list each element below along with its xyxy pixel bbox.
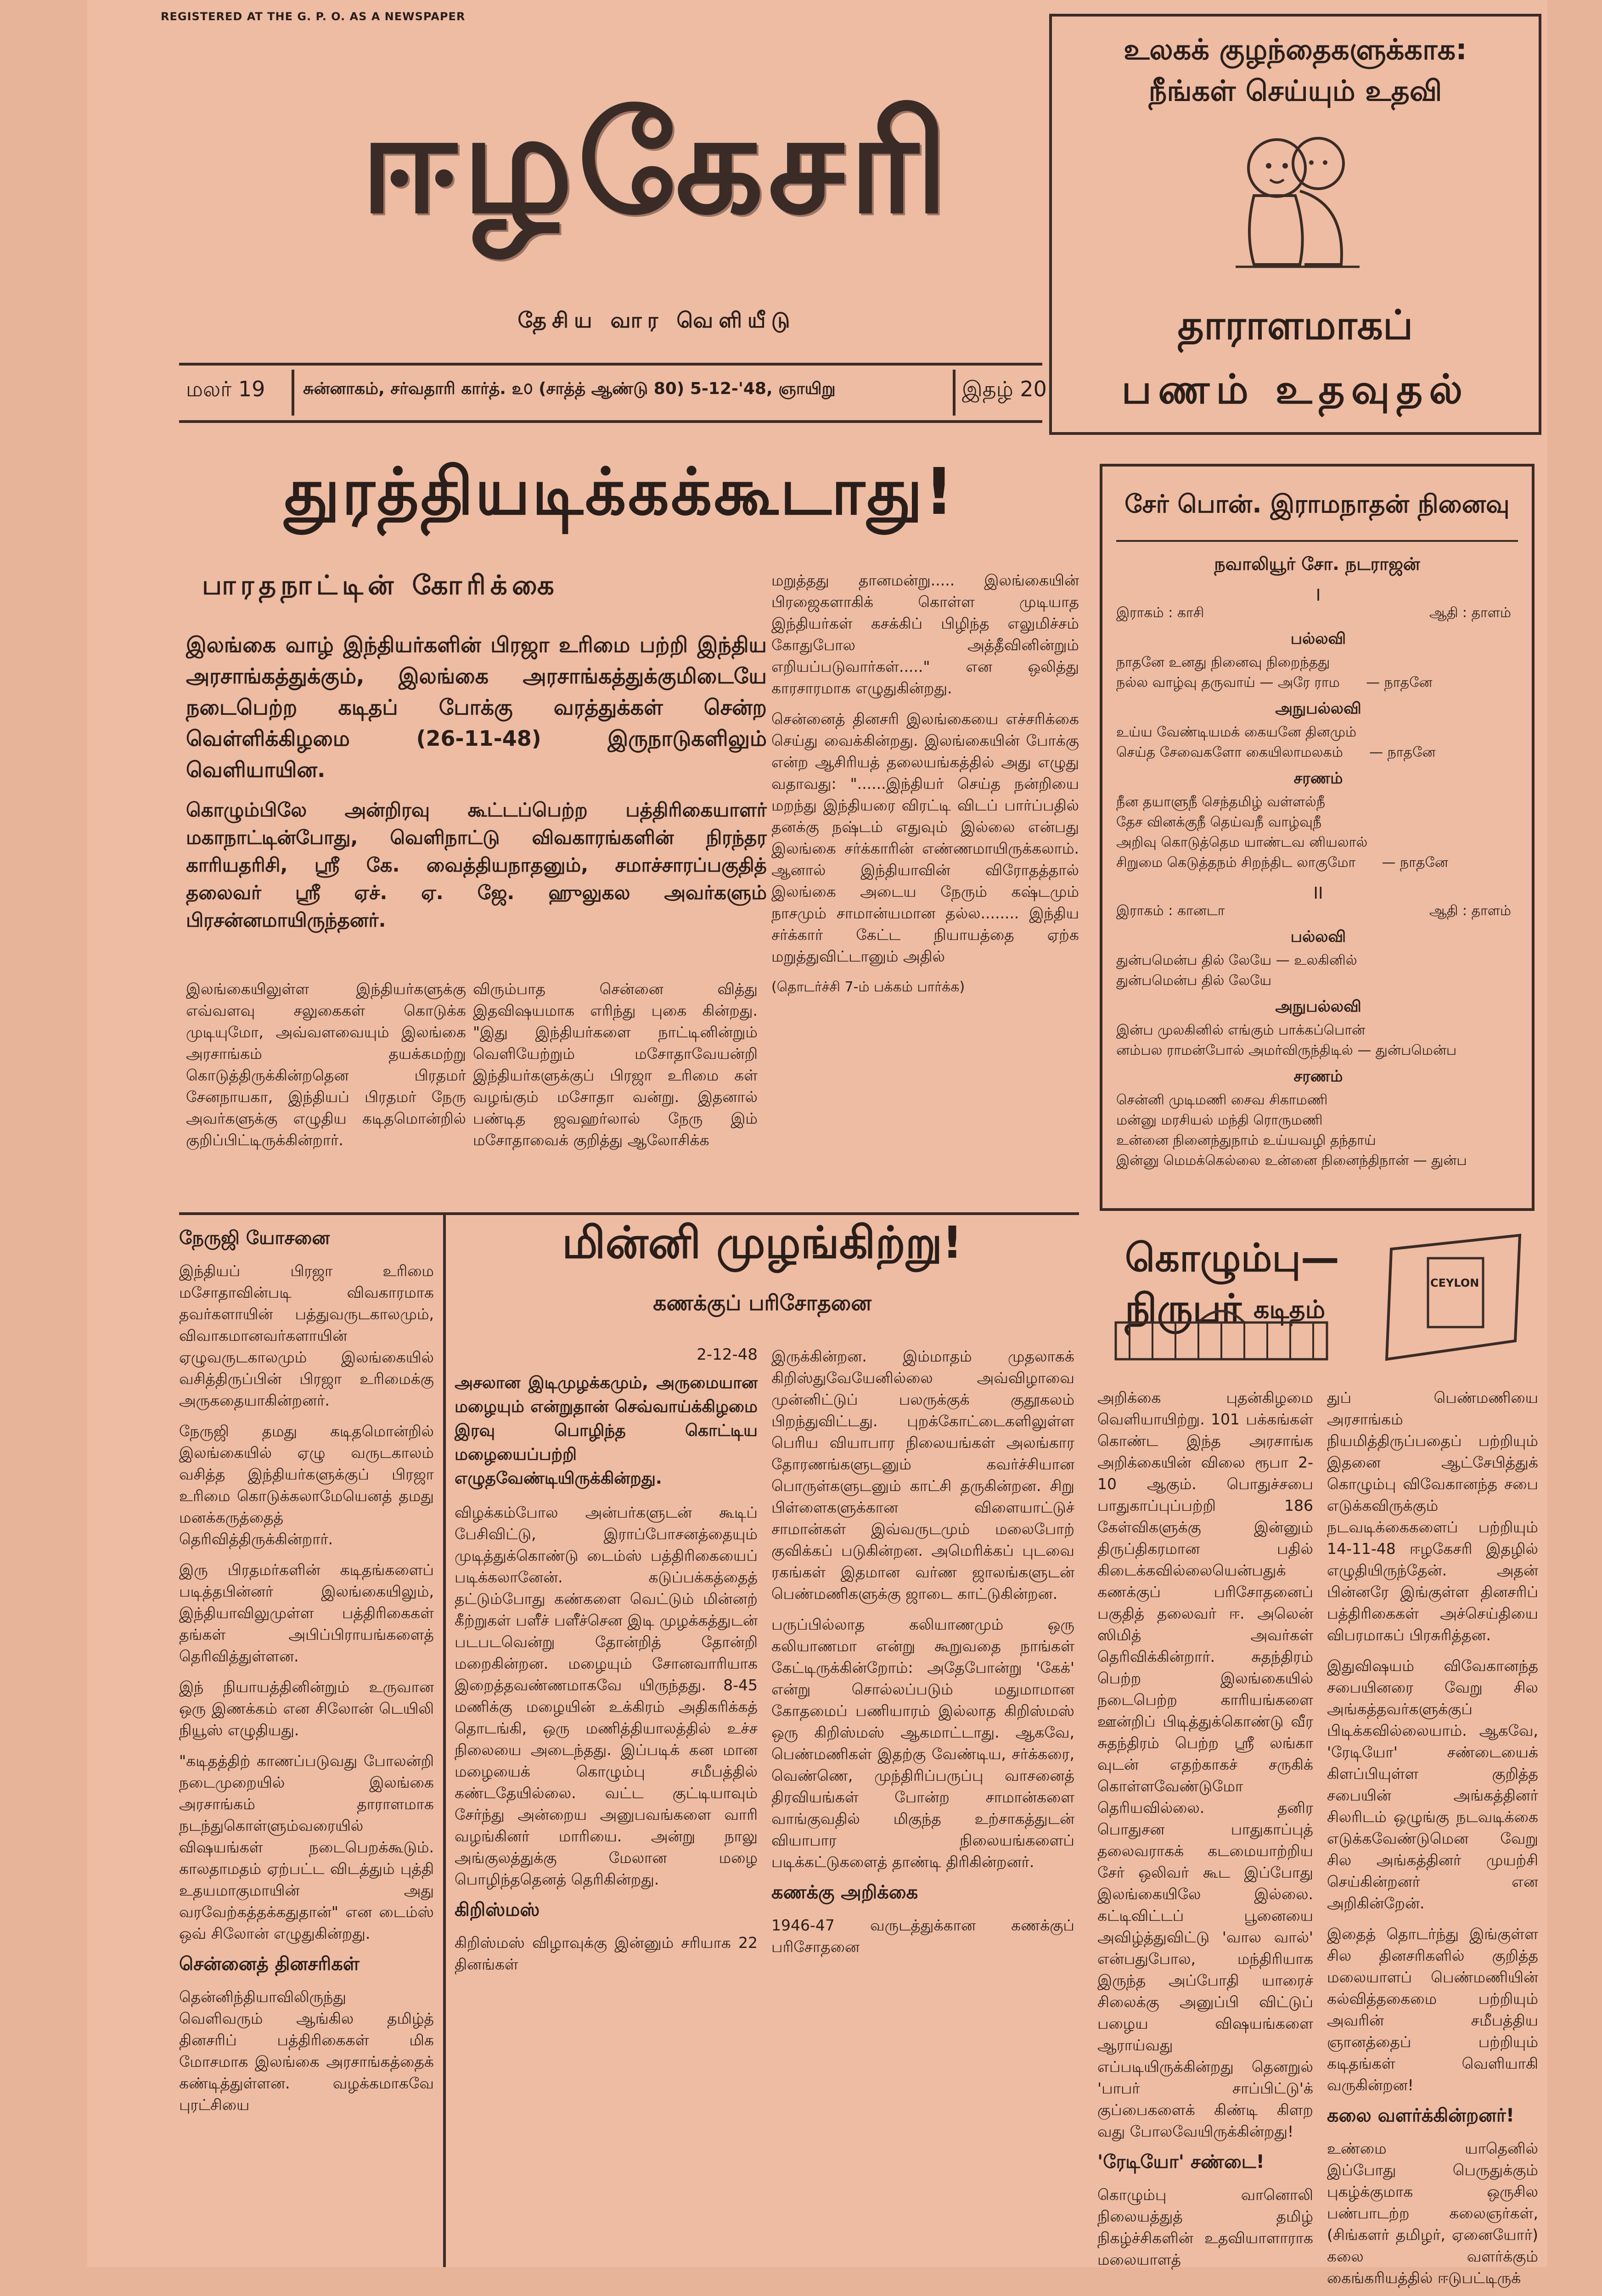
- issue-number: இதழ் 20: [962, 377, 1047, 401]
- colombo-col2-para3: இதைத் தொடர்ந்து இங்குள்ள சில தினசரிகளில் குறித்த மலையாளப் பெண்மணியின் கல்வித்தகைமை பற்றியும் அவரின் சமீபத்திய ஞானத்தைப் பற்றியும் கடிதங்கள் வெளியாகி வருகின்றன!: [1327, 1925, 1538, 2094]
- children-illustration-icon: [1226, 127, 1364, 278]
- pallavi1-heading: பல்லவி: [1290, 630, 1346, 648]
- accounts-subhead: கணக்கு அறிக்கை: [771, 1882, 918, 1903]
- lead-continuation-column: [179, 1224, 434, 2257]
- lead-col3-para1: மறுத்தது தானமன்று..... இலங்கையின் பிரஜைகளாகிக் கொள்ள முடியாத இந்தியர்கள் கசக்கிப் பிழிந்த எலுமிச்சம் கோதுபோல அத்தீவினின்றும் எறியப்படுவார்கள்....." என ஒலித்து காரசாரமாக எழுதுகின்றது.: [771, 571, 1079, 697]
- lead-headline: துரத்தியடிக்கக்கூடாது!: [284, 455, 956, 529]
- advert-line2: நீங்கள் செய்யும் உதவி: [1148, 74, 1442, 107]
- lead-col3-para2: சென்னைத் தினசரி இலங்கையை எச்சரிக்கை செய்து வைக்கின்றது. இலங்கையின் போக்கு என்ற ஆசிரியத் தலையங்கத்தில் அது எழுது வதாவது: "......இந்தியர் செய்த நன்றியை மறந்து இந்தியரை விரட்டி விடப் பார்ப்பதில் தனக்கு நஷ்டம் எதுவும் இல்லை என்பது இலங்கை சர்க்காரின் எண்ணமாயிருக்கலாம். ஆனால் இந்தியாவின் விரோதத்தால் இலங்கை அடைய நேரும் கஷ்டமும் நாசமும் சாமான்யமான தல்ல........ இந்திய சர்க்கார் கேட்ட நியாயத்தை ஏற்க மறுத்துவிட்டானும் அதில்: [771, 710, 1079, 965]
- envelope-illustration-icon: [1116, 1231, 1529, 1378]
- charanam1-heading: சரணம்: [1293, 769, 1343, 788]
- lead-intro-para1: இலங்கை வாழ் இந்தியர்களின் பிரஜா உரிமை பற்றி இந்திய அரசாங்கத்துக்கும், இலங்கை அரசாங்கத்துக்குமிடையே நடைபெற்ற கடிதப் போக்கு வரத்துக்கள் சென்ற வெள்ளிக்கிழமை (26-11-48) இருநாடுகளிலும் வெளியாயின.: [186, 632, 767, 782]
- charanam2-heading: சரணம்: [1293, 1067, 1343, 1086]
- colombo-letter-subtitle: கடிதம்: [1253, 1295, 1326, 1324]
- lead-col1-top: [186, 978, 466, 1217]
- charanam2: சென்னி முடிமணி சைவ சிகாமணி மன்னு மரசியல் மந்தி ரொருமணி உன்னை நினைந்துநாம் உய்யவழி தந்தாய் இன்னு மெமக்கெல்லை உன்னை நினைந்திநான் — துன்ப: [1116, 1092, 1467, 1169]
- song-part2: II: [1313, 884, 1323, 903]
- art-para: உண்மை யாதெனில் இப்போது பெருதுக்கும் புகழ்க்குமாக ஒருசில பண்பாடற்ற கலைஞர்கள், (சிங்களர் தமிழர், ஏனையோர்) கலை வளர்க்கும் கைங்கரியத்தில் ஈடுபட்டிருக்: [1327, 2139, 1538, 2287]
- pallavi2: துன்பமென்ப தில் லேயே — உலகினில் துன்பமென்ப தில் லேயே: [1116, 952, 1357, 989]
- lead-continued-note: (தொடர்ச்சி 7-ம் பக்கம் பார்க்க): [771, 979, 965, 995]
- lead-intro-para2: கொழும்பிலே அன்றிரவு கூட்டப்பெற்ற பத்திரிகையாளர் மகாநாட்டின்போது, வெளிநாட்டு விவகாரங்களின் நிரந்தர காரியதரிசி, ஸ்ரீ கே. வைத்தியநாதனும், சமாச்சாரப்பகுதித் தலைவர் ஸ்ரீ ஏச். ஏ. ஜே. ஹுலுகல அவர்களும் பிரசன்னமாயிருந்தனர்.: [186, 799, 767, 931]
- song-part1: I: [1315, 586, 1321, 605]
- unicef-advert: [1049, 14, 1541, 435]
- christmas-para: கிறிஸ்மஸ் விழாவுக்கு இன்னும் சரியாக 22 தினங்கள்: [455, 1934, 758, 1973]
- thunder-para2: விழக்கம்போல அன்பர்களுடன் கூடிப் பேசிவிட்டு, இராப்போசனத்தையும் முடித்துக்கொண்டு டைம்ஸ் பத்திரிகையைப் படிக்கலானேன். கடுப்பக்கத்தைத் தட்டும்போது கண்களை வெட்டும் மின்னற் கீற்றுகள் பளீச் பளீச்சென இடி முழக்கத்துடன் படபடவென்று தோன்றித் தோன்றி மறைகின்றன. மழையும் சோனவாரியாக இறைத்தவண்ணமாகவே யிருந்தது. 8-45 மணிக்கு மழையின் உக்கிரம் அதிகரிக்கத் தொடங்கி, ஒரு மணித்தியாலத்தில் உச்ச நிலையை அடைந்தது. இப்படிக் கன மான மழையைக் கொழும்பு சமீபத்தில் கண்டதேயில்லை. வட்ட குட்டியாவும் சேர்ந்து அன்றைய அனுபவங்களை வாரி வழங்கினர் மாரியை. அன்று நாலு அங்குலத்துக்கு மேலான மழை பொழிந்ததெனத் தெரிகின்றது.: [455, 1503, 758, 1888]
- colombo-col1-para1: அறிக்கை புதன்கிழமை வெளியாயிற்று. 101 பக்கங்கள் கொண்ட இந்த அரசாங்க அறிக்கையின் விலை ரூபா 2-10 ஆகும். பொதுச்சபை பாதுகாப்புப்பற்றி 186 கேள்விகளுக்கு இன்னும் திருப்திகரமான பதில் கிடைக்கவில்லையென்பதுக் கணக்குப் பரிசோதனைப் பகுதித் தலைவர் ஈ. அலென் ஸிமித் அவர்கள் தெரிவிக்கின்றார். சுதந்திரம் பெற்ற இலங்கையில் நடைபெற்ற காரியங்களை ஊன்றிப் பிடித்துக்கொண்டு வீர சுதந்திரம் பெற்ற ஸ்ரீ லங்கா வுடன் எதற்காகச் சருகிக் கொள்ளவேண்டுமோ தெரியவில்லை. தனிர பொதுசன பாதுகாப்புத் தலைவராகக் கடமையாற்றிய சேர் ஒலிவர் கூட இப்போது இலங்கையிலே இல்லை. கட்டிவிட்டப் பூனையை அவிழ்த்துவிட்டு 'வால வால்' என்பதுபோல, மந்திரியாக இருந்த அப்போதி யாரைச் சிலைக்கு அனுப்பி விட்டுப் பழைய விஷயங்களை ஆராய்வது எப்படியிருக்கின்றது தெனறுல் 'பாபர் சாப்பிட்டு'க் குப்பைகளைக் கிண்டி கிளற வது போலவேயிருக்கின்றது!: [1097, 1389, 1313, 2140]
- thunder-headline: மின்னி முழங்கிற்று!: [562, 1217, 962, 1268]
- nehru-para2: நேருஜி தமது கடிதமொன்றில் இலங்கையில் ஏழு வருடகாலம் வசித்த இந்தியர்களுக்குப் பிரஜா உரிமை கொடுக்கலாமேயெனத் தமது மனக்கருத்தைத் தெரிவித்திருக்கின்றார்.: [179, 1422, 434, 1548]
- art-subhead: கலை வளர்க்கின்றனர்!: [1327, 2105, 1515, 2126]
- nehru-para1: இந்தியப் பிரஜா உரிமை மசோதாவின்படி விவகாரமாக தவர்களாயின் பத்துவருடகாலமும், விவாகமானவர்களாயின் ஏழுவருடகாலமும் இலங்கையில் வசித்திருப்பின் பிரஜா உரிமைக்கு அருகதையாகின்றனர்.: [179, 1262, 434, 1409]
- colombo-col2-para1: துப் பெண்மணியை அரசாங்கம் நியமித்திருப்பதைப் பற்றியும் இதனை ஆட்சேபித்துக் கொழும்பு விவேகானந்த சபை எடுக்கவிருக்கும் நடவடிக்கைகளைப் பற்றியும் 14-11-48 ஈழகேசரி இதழில் எழுதியிருந்தேன். அதன் பின்னரே இங்குள்ள தினசரிப் பத்திரிகைகள் அச்செய்தியை விபரமாகப் பிரசுரித்தன.: [1327, 1389, 1538, 1644]
- newspaper-page: [87, 0, 1547, 2287]
- thunder-para1: அசலான இடிமுழக்கமும், அருமையான மழையும் என்றுதான் செவ்வாய்க்கிழமை இரவு பொழிந்த கொட்டிய மழையைப்பற்றி எழுதவேண்டியிருக்கின்றது.: [455, 1373, 758, 1488]
- accounts-para: 1946-47 வருடத்துக்கான கணக்குப் பரிசோதனை: [771, 1916, 1074, 1956]
- raga2: இராகம் : கானடா: [1116, 903, 1225, 919]
- anupallavi1: உய்ய வேண்டியமக் கையனே தினமும் செய்த சேவைகளோ கையிலாமலகம் — நாதனே: [1116, 724, 1436, 760]
- lead-col3: [771, 569, 1079, 1203]
- lead-col2-top: [473, 978, 758, 1217]
- song-author: நவாலியூர் சோ. நடராஜன்: [1214, 554, 1420, 574]
- radio-para: கொழும்பு வானொலி நிலையத்துத் தமிழ் நிகழ்ச்சிகளின் உதவியாளாராக மலையாளத்: [1097, 2186, 1313, 2268]
- colombo-col2-para2: இதுவிஷயம் விவேகானந்த சபையினரை வேறு சில அங்கத்தவர்களுக்குப் பிடிக்கவில்லையாம். ஆகவே, 'ரேடியோ' சண்டையைக் கிளப்பியுள்ள குறித்த சபையின் அங்கத்தினர் சிலரிடம் ஒழுங்கு நடவடிக்கை எடுக்கவேண்டுமென வேறு சில அங்கத்தினர் முயற்சி செய்கின்றனர் என அறிகின்றேன்.: [1327, 1657, 1538, 1912]
- christmas-subhead: கிறிஸ்மஸ்: [455, 1899, 540, 1920]
- thunder-subhead: கணக்குப் பரிசோதனை: [653, 1290, 871, 1315]
- tala2: ஆதி : தாளம்: [1429, 903, 1511, 919]
- colombo-col2: [1327, 1387, 1538, 2287]
- song-title: சேர் பொன். இராமநாதன் நினைவு: [1124, 490, 1510, 518]
- song-lyrics: [1116, 586, 1520, 1197]
- issue-date-line: சுன்னாகம், சர்வதாரி கார்த். ௨௦ (சாத்த் ஆண்டு 80) 5-12-'48, ஞாயிறு: [303, 379, 836, 398]
- colombo-letter-title: கொழும்பு—நிருபர்: [1125, 1235, 1339, 1331]
- thunder-col1: [455, 1345, 758, 2264]
- lead-subhead: பாரதநாட்டின் கோரிக்கை: [202, 569, 559, 601]
- anupallavi1-heading: அநுபல்லவி: [1275, 699, 1361, 718]
- volume-number: மலர் 19: [186, 377, 265, 401]
- thunder-col2: [771, 1345, 1074, 2264]
- advert-line4: பணம் உதவுதல்: [1121, 366, 1469, 413]
- charanam1: நீன தயாளுநீ செந்தமிழ் வள்ளல்நீ தேச வினக்குநீ தெய்வநீ வாழ்வுநீ அறிவு கொடுத்தெம யாண்டவ னியலால் சிறுமை கெடுத்தநம் சிறந்திட லாகுமோ — நாதனே: [1116, 794, 1448, 871]
- chennai-para1: தென்னிந்தியாவிலிருந்து வெளிவரும் ஆங்கில தமிழ்த் தினசரிப் பத்திரிகைகள் மிக மோசமாக இலங்கை அரசாங்கத்தைக் கண்டித்துள்ளன. வழக்கமாகவே புரட்சியை: [179, 1988, 434, 2114]
- tala1: ஆதி : தாளம்: [1429, 605, 1511, 621]
- radio-subhead: 'ரேடியோ' சண்டை!: [1097, 2151, 1265, 2172]
- pallavi2-heading: பல்லவி: [1290, 928, 1346, 946]
- anupallavi2: இன்ப முலகினில் எங்கும் பாக்கப்பொன் னம்பல ராமன்போல் அமர்விருந்திடில் — துன்பமென்ப: [1116, 1022, 1457, 1058]
- nehru-para4: இந் நியாயத்தினின்றும் உருவான ஒரு இணக்கம் என சிலோன் டெயிலி நியூஸ் எழுதியது.: [179, 1678, 434, 1739]
- chennai-subhead: சென்னைத் தினசரிகள்: [179, 1953, 360, 1975]
- lead-intro: [186, 629, 767, 974]
- lead-col1-para1: இலங்கையிலுள்ள இந்தியர்களுக்கு எவ்வளவு சலுகைகள் கொடுக்க முடியுமோ, அவ்வளவையும் இலங்கை அரசாங்கம் தயக்கமற்று கொடுத்திருக்கின்றதென பிரதமர் சேனநாயகா, இந்தியப் பிரதமர் நேரு அவர்களுக்கு எழுதிய கடிதமொன்றில் குறிப்பிட்டிருக்கின்றார்.: [186, 980, 466, 1149]
- masthead-tagline: தேசிய வார வெளியீடு: [517, 308, 796, 332]
- ramanathan-song-box: [1100, 464, 1535, 1211]
- lead-col2-para1: விரும்பாத சென்னை வித்து இதவிஷயமாக எரிந்து புகை கின்றது. "இது இந்தியர்களை நாட்டினின்றும் வெளியேற்றும் மசோதாவேயன்றி இந்தியர்களுக்குப் பிரஜா உரிமை கள் வழங்கும் மசோதா வன்று. இதனால் பண்டித ஜவஹர்லால் நேரு இம் மசோதாவைக் குறித்து ஆலோசிக்க: [473, 980, 758, 1149]
- advert-line1: உலகக் குழந்தைகளுக்காக:: [1124, 33, 1467, 66]
- thunder-col2-para1: இருக்கின்றன. இம்மாதம் முதலாகக் கிறிஸ்துவேயேனில்லை அவ்விழாவை முன்னிட்டுப் பலருக்குக் குதூகலம் பிறந்துவிட்டது. புறக்கோட்டைகளிலுள்ள பெரிய வியாபார நிலையங்கள் அலங்கார தோரணங்களுடனும் கவர்ச்சியான பொருள்களுடனும் காட்சி தருகின்றன. சிறு பிள்ளைகளுக்கான விளையாட்டுச் சாமான்கள் இவ்வருடமும் மலைபோற் குவிக்கப் படுகின்றன. அமெரிக்கப் புடவை ரகங்கள் இதமான வர்ண ஜாலங்களுடன் பெண்மணிகளுக்கு ஜாடை காட்டுகின்றன.: [771, 1347, 1074, 1603]
- thunder-col2-para2: பருப்பில்லாத கலியாணமும் ஒரு கலியாணமா என்று கூறுவதை நாங்கள் கேட்டிருக்கின்றோம்: அதேபோன்று 'கேக்' என்று சொல்லப்படும் மதுமாமான கோதமைப் பணியாரம் இல்லாத கிறிஸ்மஸ் ஒரு கிறிஸ்மஸ் ஆகமாட்டாது. ஆகவே, பெண்மணிகள் இதற்கு வேண்டிய, சர்க்கரை, வெண்ணெ, முந்திரிப்பருப்பு வாசனைத் திரவியங்கள் போன்ற சாமான்களை வாங்குவதில் மிகுந்த உற்சாகத்துடன் வியாபார நிலையங்களைப் படிக்கட்டுகளைத் தாண்டி திரிகின்றனர்.: [771, 1615, 1074, 1871]
- anupallavi2-heading: அநுபல்லவி: [1275, 997, 1361, 1016]
- envelope-stamp-text: CEYLON: [1430, 1277, 1479, 1289]
- nehru-para3: இரு பிரதமர்களின் கடிதங்களைப் படித்தபின்னர் இலங்கையிலும், இந்தியாவிலுமுள்ள பத்திரிகைகள் தங்கள் அபிப்பிராயங்களைத் தெரிவித்துள்ளன.: [179, 1561, 434, 1665]
- nehru-para5: "கடிதத்திற் காணப்படுவது போலன்றி நடைமுறையில் இலங்கை அரசாங்கம் தாராளமாக நடந்துகொள்ளும்வரையில் விஷயங்கள் நடைபெறக்கூடும். காலதாமதம் ஏற்பட்ட விடத்தும் புத்தி உதயமாகுமாயின் அது வரவேற்கத்தக்கதுதான்" என டைம்ஸ் ஒவ் சிலோன் எழுதுகின்றது.: [179, 1752, 434, 1942]
- masthead-title: ஈழகேசரி: [360, 82, 953, 244]
- nehru-subhead: நேருஜி யோசனை: [179, 1227, 330, 1249]
- advert-line3: தாராளமாகப்: [1177, 301, 1413, 349]
- raga1: இராகம் : காசி: [1116, 605, 1204, 621]
- colombo-col1: [1097, 1387, 1313, 2268]
- registered-line: REGISTERED AT THE G. P. O. AS A NEWSPAPER: [161, 10, 466, 23]
- thunder-dateline: 2-12-48: [697, 1345, 758, 1364]
- pallavi1: நாதனே உனது நினைவு நிறைந்தது நல்ல வாழ்வு தருவாய் — அரே ராம — நாதனே: [1116, 654, 1433, 691]
